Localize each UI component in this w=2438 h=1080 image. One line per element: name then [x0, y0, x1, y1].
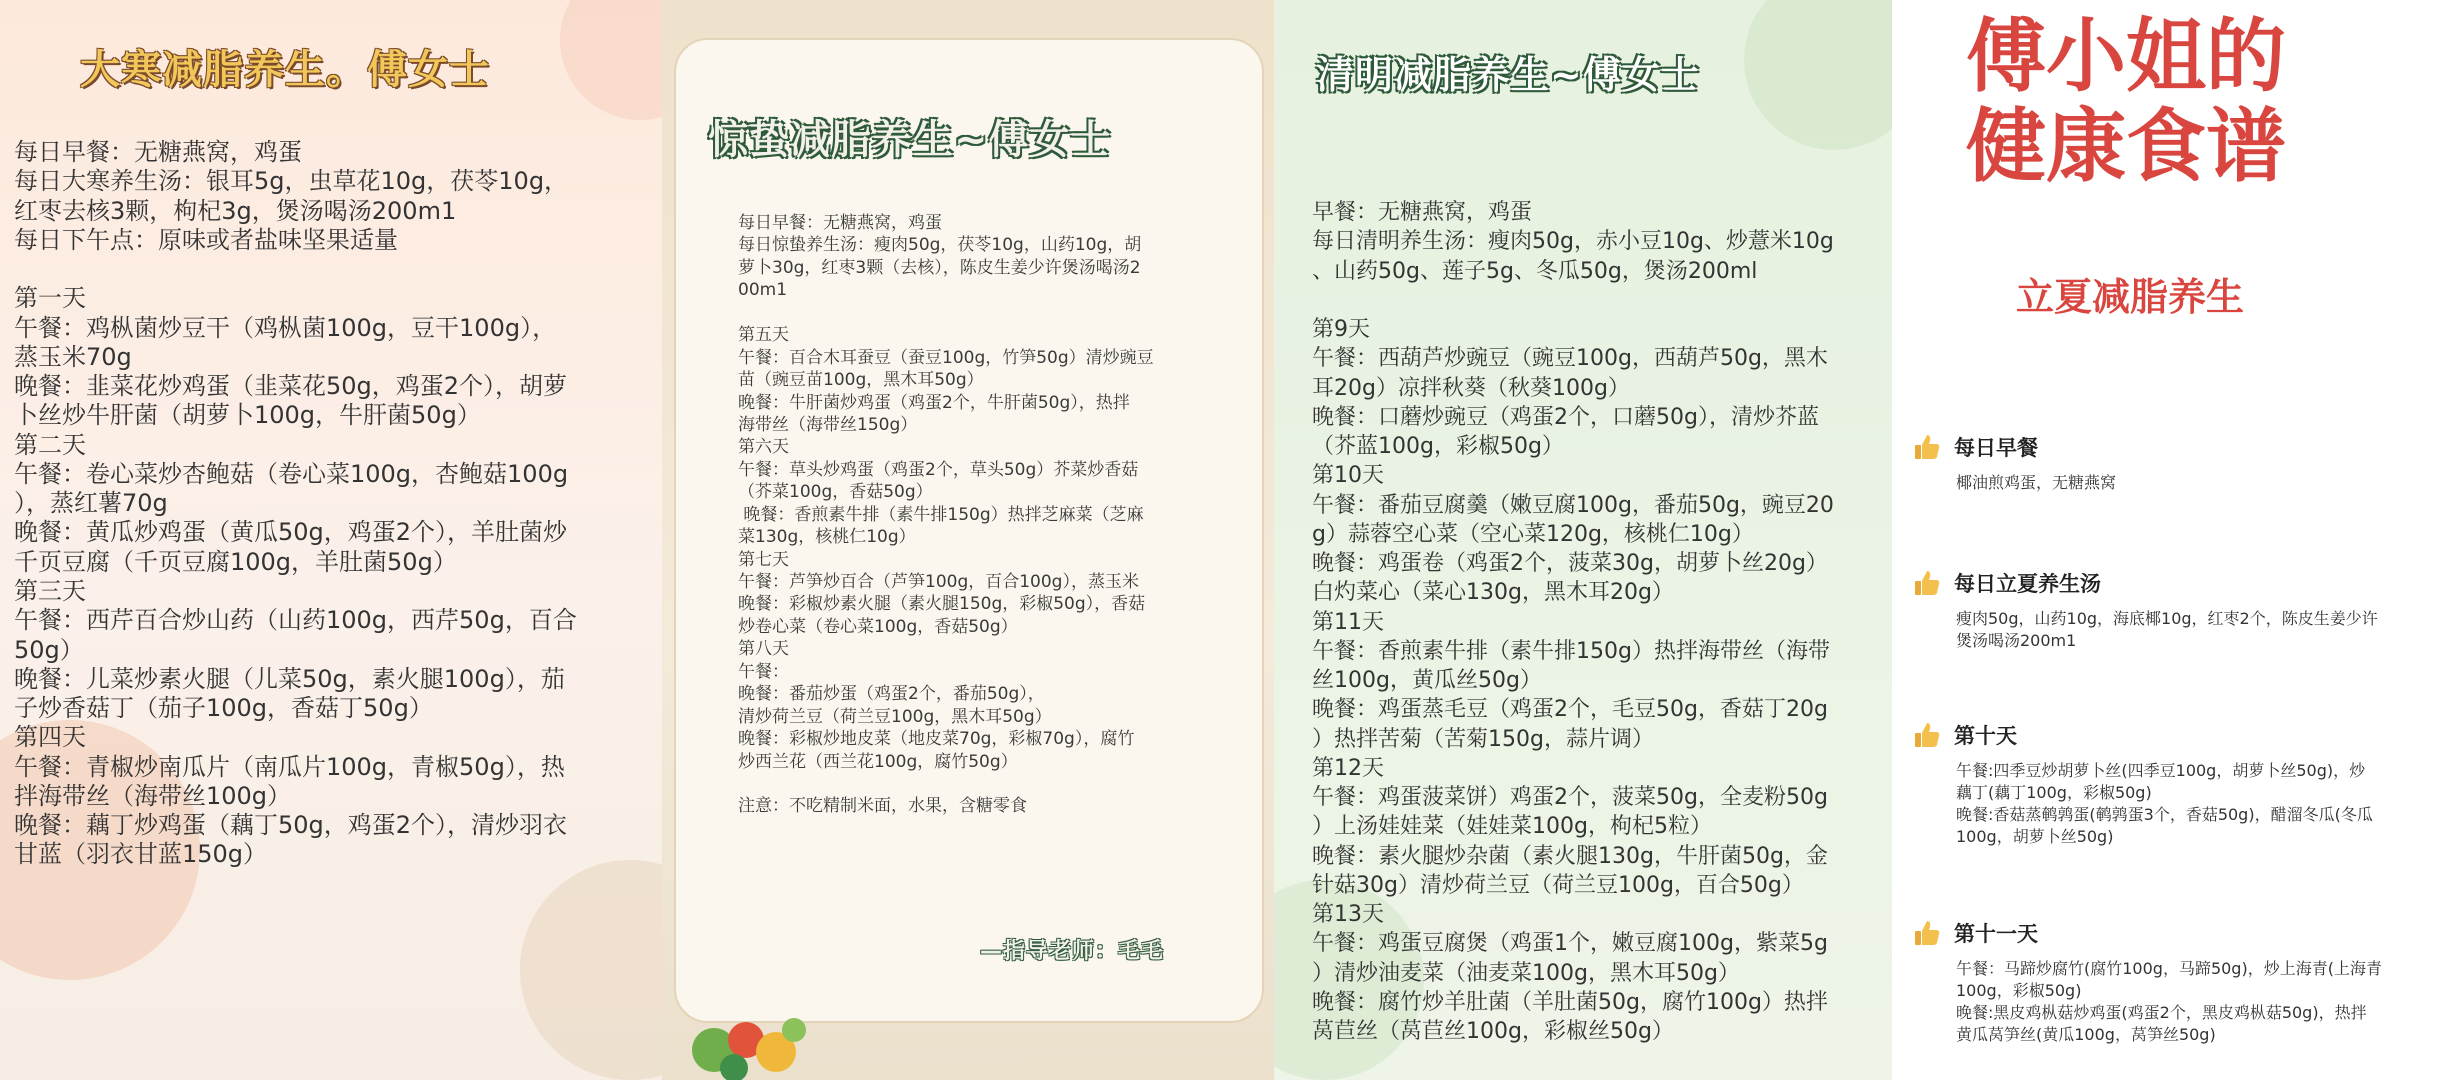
- text-line: 萝卜30g，红枣3颗（去核），陈皮生姜少许煲汤喝汤2: [738, 257, 1141, 278]
- text-line: 午餐：西芹百合炒山药（山药100g，西芹50g，百合: [14, 606, 577, 635]
- text-line: 第12天: [1312, 755, 1384, 781]
- text-line: 丝100g，黄瓜丝50g）: [1312, 668, 1542, 693]
- text-line: 炒卷心菜（卷心菜100g，香菇50g）: [738, 616, 1018, 637]
- text-line: 晚餐：牛肝菌炒鸡蛋（鸡蛋2个，牛肝菌50g），热拌: [738, 392, 1130, 413]
- text-line: 子炒香菇丁（茄子100g，香菇丁50g）: [14, 694, 433, 723]
- text-line: 晚餐：儿菜炒素火腿（儿菜50g，素火腿100g），茄: [14, 664, 565, 693]
- text-line: 每日惊蛰养生汤：瘦肉50g，茯苓10g，山药10g，胡: [738, 235, 1142, 256]
- text-line: 50g）: [14, 635, 84, 664]
- text-line: 第七天: [738, 549, 789, 570]
- text-line: ）热拌苦菊（苦菊150g，蒜片调）: [1312, 726, 1654, 752]
- subtitle: 立夏减脂养生: [2016, 275, 2245, 319]
- text-line: 耳20g）凉拌秋葵（秋葵100g）: [1312, 375, 1630, 401]
- text-line: 红枣去核3颗，枸杞3g，煲汤喝汤200m1: [14, 196, 457, 225]
- text-line: 午餐：芦笋炒百合（芦笋100g，百合100g），蒸玉米: [738, 572, 1139, 592]
- text-line: ）上汤娃娃菜（娃娃菜100g，枸杞5粒）: [1312, 814, 1712, 840]
- text-line: 第11天: [1312, 609, 1384, 635]
- decor-blob: [560, 0, 662, 120]
- text-line: 第二天: [14, 430, 86, 459]
- text-line: [738, 302, 1154, 324]
- section-breakfast: [1912, 432, 2116, 494]
- text-line: 炒西兰花（西兰花100g，腐竹50g）: [738, 751, 1018, 772]
- text-line: 莴苣丝（莴苣丝100g，彩椒丝50g）: [1312, 1019, 1674, 1044]
- text-line: 千页豆腐（千页豆腐100g，羊肚菌50g）: [14, 547, 457, 576]
- section-heading: 每日早餐: [1954, 436, 2038, 460]
- thumbs-up-icon: [1912, 918, 1942, 948]
- text-line: 第六天: [738, 437, 789, 458]
- text-line: 每日清明养生汤：瘦肉50g，赤小豆10g、炒薏米10g: [1312, 229, 1834, 255]
- text-line: 午餐：香煎素牛排（素牛排150g）热拌海带丝（海带: [1312, 638, 1830, 664]
- decor-blob: [520, 860, 662, 1080]
- panel-jingzhe: [662, 0, 1274, 1080]
- text-line: 苗（豌豆苗100g，黑木耳50g）: [738, 370, 984, 391]
- text-line: （芥蓝100g，彩椒50g）: [1312, 434, 1564, 459]
- text-line: 第10天: [1312, 463, 1384, 489]
- text-line: 晚餐：鸡蛋卷（鸡蛋2个，菠菜30g，胡萝卜丝20g）: [1312, 551, 1828, 576]
- text-line: 午餐：: [738, 661, 789, 682]
- text-line: 午餐：鸡蛋菠菜饼）鸡蛋2个，菠菜50g，全麦粉50g: [1312, 785, 1828, 810]
- text-line: 午餐：草头炒鸡蛋（鸡蛋2个，草头50g）芥菜炒香菇: [738, 459, 1139, 480]
- text-line: 菜130g，核桃仁10g）: [738, 527, 916, 548]
- text-line: 午餐：百合木耳蚕豆（蚕豆100g，竹笋50g）清炒豌豆: [738, 347, 1154, 368]
- text-line: 晚餐：彩椒炒地皮菜（地皮菜70g，彩椒70g），腐竹: [738, 729, 1135, 750]
- section-text: 午餐：马蹄炒腐竹(腐竹100g，马蹄50g)，炒上海青(上海青 100g，彩椒50g) 晚餐:黑皮鸡枞菇炒鸡蛋(鸡蛋2个，黑皮鸡枞菇50g)，热拌 黄瓜莴笋丝(黄瓜100g，莴笋丝50g): [1956, 959, 2382, 1045]
- text-line: 午餐：鸡蛋豆腐煲（鸡蛋1个，嫩豆腐100g，紫菜5g: [1312, 931, 1828, 957]
- text-line: 每日下午点：原味或者盐味坚果适量: [14, 225, 398, 254]
- text-line: ），蒸红薯70g: [14, 489, 168, 518]
- text-line: [738, 773, 1154, 795]
- panel-qingming: [1274, 0, 1892, 1080]
- panel-title: 大寒减脂养生。傅女士: [80, 47, 490, 93]
- text-line: 蒸玉米70g: [14, 342, 132, 371]
- text-line: 晚餐：番茄炒蛋（鸡蛋2个，番茄50g），: [738, 684, 1045, 705]
- text-line: 第八天: [738, 639, 789, 660]
- section-text: 椰油煎鸡蛋，无糖燕窝: [1956, 473, 2117, 492]
- thumbs-up-icon: [1912, 720, 1942, 750]
- text-line: 晚餐：素火腿炒杂菌（素火腿130g，牛肝菌50g，金: [1312, 843, 1828, 869]
- section-heading: 第十天: [1954, 724, 2017, 748]
- text-line: 第一天: [14, 284, 86, 313]
- diet-text: [738, 212, 1154, 818]
- text-line: 每日早餐：无糖燕窝，鸡蛋: [14, 138, 302, 166]
- text-line: 每日大寒养生汤：银耳5g，虫草花10g，茯苓10g，: [14, 167, 569, 196]
- text-line: 清炒荷兰豆（荷兰豆100g，黑木耳50g）: [738, 706, 1052, 727]
- text-line: 第三天: [14, 576, 86, 605]
- section-heading: 每日立夏养生汤: [1954, 572, 2101, 596]
- text-line: 海带丝（海带丝150g）: [738, 414, 918, 435]
- text-line: 早餐：无糖燕窝，鸡蛋: [1312, 200, 1533, 225]
- section-text: 瘦肉50g，山药10g，海底椰10g，红枣2个，陈皮生姜少许 煲汤喝汤200m1: [1956, 609, 2378, 651]
- text-line: 00m1: [738, 280, 788, 301]
- text-line: 甘蓝（羽衣甘蓝150g）: [14, 840, 268, 869]
- section-heading: 第十一天: [1954, 922, 2038, 946]
- text-line: 午餐：鸡枞菌炒豆干（鸡枞菌100g，豆干100g），: [14, 313, 557, 342]
- text-line: 午餐：青椒炒南瓜片（南瓜片100g，青椒50g），热: [14, 752, 565, 781]
- thumbs-up-icon: [1912, 568, 1942, 598]
- text-line: 每日早餐：无糖燕窝，鸡蛋: [738, 213, 942, 233]
- text-line: 午餐：西葫芦炒豌豆（豌豆100g，西葫芦50g，黑木: [1312, 346, 1828, 372]
- text-line: 第四天: [14, 723, 86, 752]
- text-line: 第13天: [1312, 902, 1384, 927]
- text-line: 晚餐：黄瓜炒鸡蛋（黄瓜50g，鸡蛋2个），羊肚菌炒: [14, 518, 568, 547]
- text-line: 晚餐：鸡蛋蒸毛豆（鸡蛋2个，毛豆50g，香菇丁20g: [1312, 697, 1828, 723]
- text-line: 针菇30g）清炒荷兰豆（荷兰豆100g，百合50g）: [1312, 872, 1804, 898]
- section-day-11: [1912, 918, 2382, 1046]
- main-title: 傅小姐的 健康食谱: [1966, 10, 2286, 194]
- text-line: 晚餐：口蘑炒豌豆（鸡蛋2个，口蘑50g），清炒芥蓝: [1312, 404, 1819, 430]
- section-day-10: [1912, 720, 2373, 848]
- text-line: 晚餐：藕丁炒鸡蛋（藕丁50g，鸡蛋2个），清炒羽衣: [14, 811, 568, 840]
- text-line: （芥菜100g，香菇50g）: [738, 482, 933, 503]
- text-line: 拌海带丝（海带丝100g）: [14, 781, 292, 810]
- section-text: 午餐:四季豆炒胡萝卜丝(四季豆100g，胡萝卜丝50g)，炒 藕丁(藕丁100g，彩椒50g) 晚餐:香菇蒸鹌鹑蛋(鹌鹑蛋3个，香菇50g)，醋溜冬瓜(冬瓜 100g，胡萝卜丝50g): [1956, 761, 2373, 847]
- section-soup: [1912, 568, 2378, 652]
- panel-title: 惊蛰减脂养生~傅女士: [708, 117, 1112, 163]
- text-line: 晚餐：彩椒炒素火腿（素火腿150g，彩椒50g），香菇: [738, 594, 1146, 615]
- text-line: 晚餐：腐竹炒羊肚菌（羊肚菌50g，腐竹100g）热拌: [1312, 989, 1828, 1015]
- vegetables-illustration: [684, 990, 814, 1080]
- text-line: 、山药50g、莲子5g、冬瓜50g，煲汤200ml: [1312, 258, 1758, 284]
- text-line: [1312, 286, 1834, 315]
- panel-lixia: [1892, 0, 2438, 1080]
- text-line: 午餐：番茄豆腐羹（嫩豆腐100g，番茄50g，豌豆20: [1312, 492, 1834, 518]
- text-line: 午餐：卷心菜炒杏鲍菇（卷心菜100g，杏鲍菇100g: [14, 459, 569, 488]
- diet-text: [1312, 198, 1834, 1046]
- text-line: 晚餐：韭菜花炒鸡蛋（韭菜花50g，鸡蛋2个），胡萝: [14, 372, 568, 401]
- thumbs-up-icon: [1912, 432, 1942, 462]
- text-line: ）清炒油麦菜（油麦菜100g，黑木耳50g）: [1312, 960, 1740, 986]
- panel-dahan: [0, 0, 662, 1080]
- teacher-signature: —指导老师：毛毛: [980, 939, 1165, 964]
- text-line: [14, 255, 577, 284]
- panel-title: 清明减脂养生~傅女士: [1316, 53, 1700, 97]
- text-line: 第9天: [1312, 317, 1370, 342]
- text-line: 白灼菜心（菜心130g，黑木耳20g）: [1312, 580, 1674, 606]
- text-line: 晚餐：香煎素牛排（素牛排150g）热拌芝麻菜（芝麻: [738, 504, 1144, 525]
- text-line: g）蒜蓉空心菜（空心菜120g，核桃仁10g）: [1312, 521, 1754, 547]
- diet-text: [14, 138, 577, 870]
- text-line: 注意：不吃精制米面，水果，含糖零食: [738, 796, 1027, 817]
- text-line: 卜丝炒牛肝菌（胡萝卜100g，牛肝菌50g）: [14, 401, 481, 430]
- text-line: 第五天: [738, 325, 789, 346]
- decor-blob: [1744, 0, 1892, 150]
